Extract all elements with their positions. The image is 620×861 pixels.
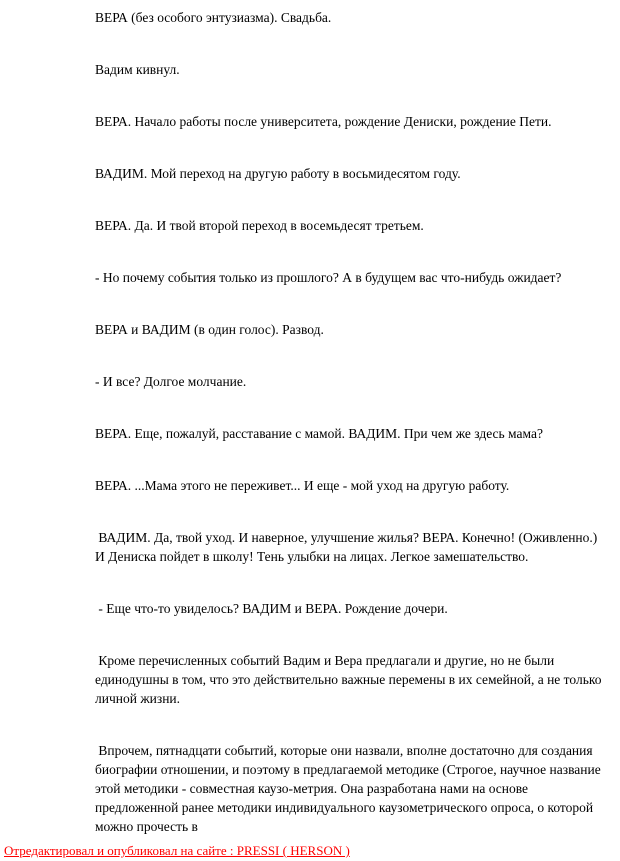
paragraph: - И все? Долгое молчание. (95, 374, 247, 389)
paragraph: ВЕРА и ВАДИМ (в один голос). Развод. (95, 322, 324, 337)
paragraph: ВЕРА. ...Мама этого не переживет... И еще - мой уход на другую работу. (95, 478, 510, 493)
paragraph: ВАДИМ. Мой переход на другую работу в восьмидесятом году. (95, 166, 461, 181)
paragraph: - Но почему события только из прошлого? А в будущем вас что-нибудь ожидает? (95, 270, 562, 285)
paragraph: ВЕРА (без особого энтузиазма). Свадьба. (95, 10, 332, 25)
paragraph: Впрочем, пятнадцати событий, которые они назвали, вполне достаточно для создания биографии отношении, и поэтому в предлагаемой методике (Строгое, научное название этой методики - совместная каузо-метрия. Она разработана нами на основе предложенной ранее методики индивидуального каузометрического опроса, о которой можно прочесть в (95, 743, 605, 834)
paragraph: ВЕРА. Начало работы после университета, рождение Дениски, рождение Пети. (95, 114, 552, 129)
paragraph: ВЕРА. Да. И твой второй переход в восемьдесят третьем. (95, 218, 424, 233)
paragraph: Вадим кивнул. (95, 62, 180, 77)
paragraph: ВАДИМ. Да, твой уход. И наверное, улучшение жилья? ВЕРА. Конечно! (Оживленно.) И Дениска пойдет в школу! Тень улыбки на лицах. Легкое замешательство. (95, 530, 601, 564)
publisher-watermark-link[interactable]: Отредактировал и опубликовал на сайте : PRESSI ( HERSON ) (4, 843, 350, 858)
paragraph: - Еще что-то увиделось? ВАДИМ и ВЕРА. Рождение дочери. (95, 601, 448, 616)
paragraph: ВЕРА. Еще, пожалуй, расставание с мамой. ВАДИМ. При чем же здесь мама? (95, 426, 543, 441)
paragraph: Кроме перечисленных событий Вадим и Вера предлагали и другие, но не были единодушны в том, что это действительно важные перемены в их семейной, а не только личной жизни. (95, 653, 605, 706)
